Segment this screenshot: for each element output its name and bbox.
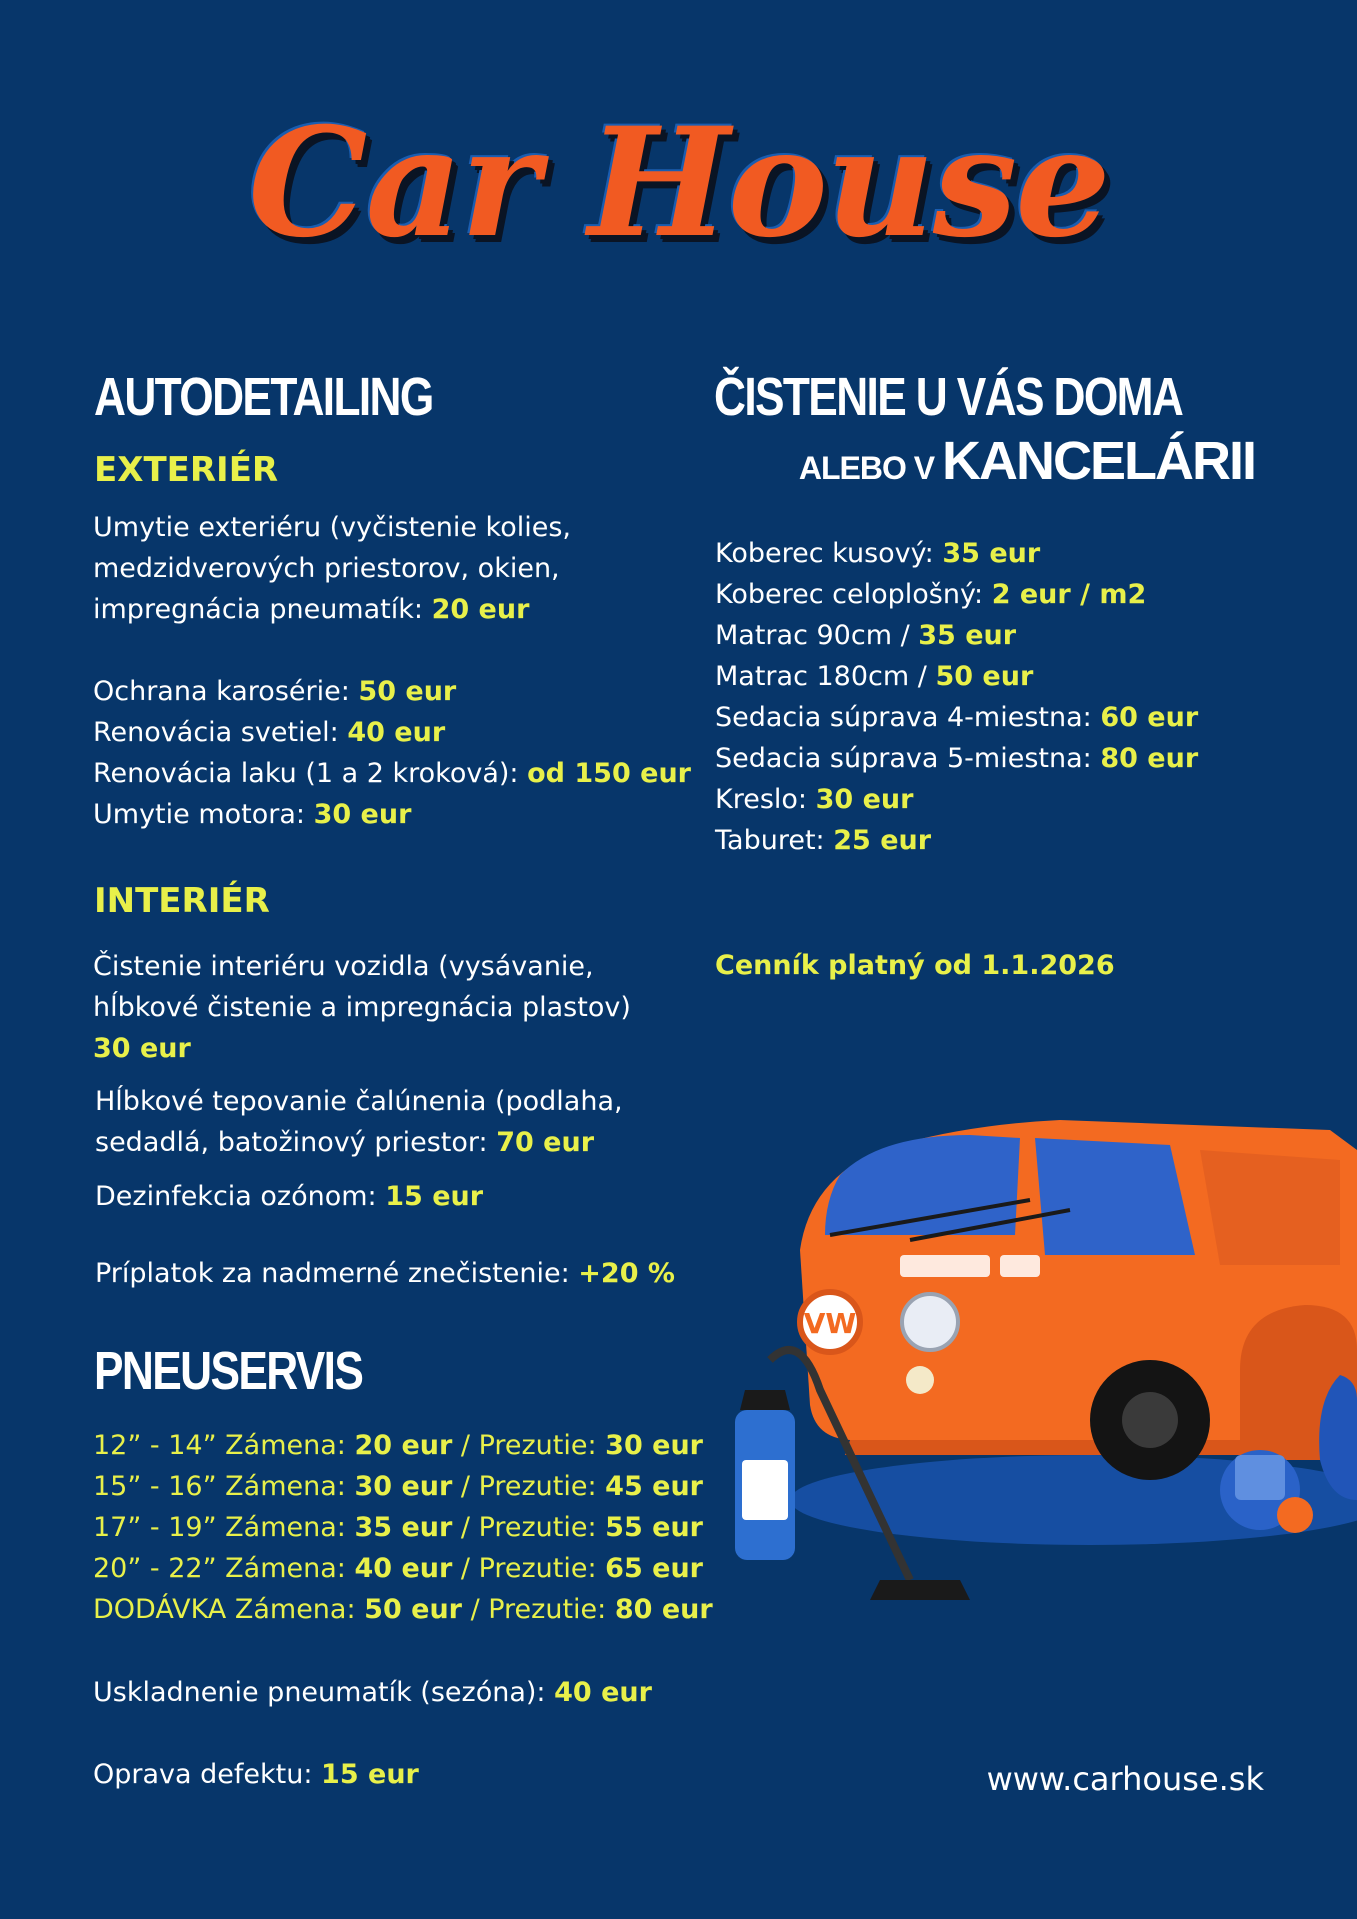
item-price: 35 eur bbox=[942, 538, 1041, 569]
wash-label: impregnácia pneumatík: bbox=[93, 594, 432, 625]
list-item bbox=[715, 697, 1198, 738]
swap-price: 50 eur bbox=[364, 1594, 462, 1625]
change-price: 80 eur bbox=[614, 1594, 713, 1625]
subtitle-small: ALEBO V bbox=[798, 450, 942, 486]
tire-row bbox=[93, 1507, 713, 1548]
item-price: 35 eur bbox=[918, 620, 1017, 651]
tep-line-1: Hĺbkové tepovanie čalúnenia (podlaha, bbox=[95, 1086, 623, 1117]
exterior-wash bbox=[93, 507, 571, 630]
van-icon bbox=[800, 1120, 1357, 1500]
website-url[interactable]: www.carhouse.sk bbox=[986, 1760, 1264, 1798]
item-price: 50 eur bbox=[935, 661, 1034, 692]
surcharge-line bbox=[95, 1253, 675, 1294]
item-price: 40 eur bbox=[347, 717, 446, 748]
tire-row bbox=[93, 1425, 713, 1466]
tire-size: 12” - 14” Zámena: bbox=[93, 1430, 355, 1461]
change-label: / Prezutie: bbox=[452, 1430, 606, 1461]
change-price: 55 eur bbox=[605, 1512, 703, 1543]
list-item bbox=[93, 794, 691, 835]
storage-line bbox=[93, 1672, 652, 1713]
wash-line-1: Umytie exteriéru (vyčistenie kolies, bbox=[93, 512, 572, 543]
interior-tepovanie bbox=[95, 1081, 623, 1163]
exterior-heading: EXTERIÉR bbox=[94, 450, 279, 490]
item-label: Renovácia svetiel: bbox=[93, 717, 348, 748]
item-label: Ochrana karosérie: bbox=[93, 676, 359, 707]
item-label: Matrac 90cm / bbox=[715, 620, 919, 651]
item-label: Sedacia súprava 4-miestna: bbox=[715, 702, 1101, 733]
repair-price: 15 eur bbox=[321, 1759, 419, 1790]
svg-text:VW: VW bbox=[803, 1307, 857, 1340]
item-price: 2 eur / m2 bbox=[991, 579, 1147, 610]
home-cleaning-subtitle bbox=[799, 430, 1255, 492]
storage-label: Uskladnenie pneumatík (sezóna): bbox=[93, 1677, 555, 1708]
item-price: 80 eur bbox=[1100, 743, 1199, 774]
wash-price: 20 eur bbox=[431, 594, 530, 625]
change-price: 65 eur bbox=[605, 1553, 703, 1584]
clean-line-2: hĺbkové čistenie a impregnácia plastov) bbox=[93, 992, 631, 1023]
list-item bbox=[715, 779, 1198, 820]
list-item bbox=[715, 574, 1198, 615]
list-item bbox=[715, 615, 1198, 656]
subtitle-big: KANCELÁRII bbox=[942, 431, 1255, 491]
item-label: Koberec kusový: bbox=[715, 538, 943, 569]
swap-price: 40 eur bbox=[354, 1553, 453, 1584]
item-label: Sedacia súprava 5-miestna: bbox=[715, 743, 1101, 774]
interior-heading: INTERIÉR bbox=[94, 881, 270, 921]
item-label: Matrac 180cm / bbox=[715, 661, 936, 692]
list-item bbox=[715, 533, 1198, 574]
tep-label: sedadlá, batožinový priestor: bbox=[95, 1127, 497, 1158]
autodetailing-title: AUTODETAILING bbox=[94, 367, 433, 427]
pneuservis-title: PNEUSERVIS bbox=[94, 1341, 363, 1401]
tire-size: 17” - 19” Zámena: bbox=[93, 1512, 355, 1543]
van-illustration bbox=[730, 1060, 1357, 1620]
item-label: Renovácia laku (1 a 2 kroková): bbox=[93, 758, 528, 789]
item-price: 50 eur bbox=[358, 676, 457, 707]
wash-line-3 bbox=[93, 589, 571, 630]
storage-price: 40 eur bbox=[554, 1677, 652, 1708]
item-label: Umytie motora: bbox=[93, 799, 314, 830]
item-price: 30 eur bbox=[815, 784, 914, 815]
item-price: 30 eur bbox=[313, 799, 412, 830]
home-cleaning-list bbox=[715, 533, 1198, 861]
exterior-list bbox=[93, 671, 691, 835]
item-label: Koberec celoplošný: bbox=[715, 579, 992, 610]
tire-size: 20” - 22” Zámena: bbox=[93, 1553, 355, 1584]
repair-label: Oprava defektu: bbox=[93, 1759, 322, 1790]
tep-price: 70 eur bbox=[496, 1127, 595, 1158]
interior-clean bbox=[93, 946, 631, 1069]
spray-bottle-icon bbox=[735, 1390, 795, 1560]
list-item bbox=[715, 738, 1198, 779]
list-item bbox=[93, 753, 691, 794]
item-price: od 150 eur bbox=[527, 758, 691, 789]
change-price: 45 eur bbox=[605, 1471, 703, 1502]
change-label: / Prezutie: bbox=[452, 1471, 606, 1502]
change-label: / Prezutie: bbox=[452, 1553, 606, 1584]
list-item bbox=[715, 656, 1198, 697]
valid-from: Cenník platný od 1.1.2026 bbox=[715, 950, 1115, 981]
list-item bbox=[93, 671, 691, 712]
clean-price: 30 eur bbox=[93, 1033, 191, 1064]
change-label: / Prezutie: bbox=[452, 1512, 606, 1543]
wash-line-2: medzidverových priestorov, okien, bbox=[93, 553, 560, 584]
tep-line-2 bbox=[95, 1122, 623, 1163]
item-price: 25 eur bbox=[833, 825, 932, 856]
list-item bbox=[93, 712, 691, 753]
tire-size: 15” - 16” Zámena: bbox=[93, 1471, 355, 1502]
swap-price: 20 eur bbox=[354, 1430, 453, 1461]
ozone-label: Dezinfekcia ozónom: bbox=[95, 1181, 386, 1212]
change-price: 30 eur bbox=[605, 1430, 703, 1461]
tire-row bbox=[93, 1466, 713, 1507]
tire-row bbox=[93, 1548, 713, 1589]
home-cleaning-title: ČISTENIE U VÁS DOMA bbox=[714, 367, 1183, 427]
change-label: / Prezutie: bbox=[461, 1594, 615, 1625]
logo: Car House bbox=[248, 95, 1109, 271]
tire-row bbox=[93, 1589, 713, 1630]
ozone-price: 15 eur bbox=[385, 1181, 484, 1212]
swap-price: 35 eur bbox=[354, 1512, 453, 1543]
repair-line bbox=[93, 1754, 419, 1795]
item-label: Kreslo: bbox=[715, 784, 816, 815]
swap-price: 30 eur bbox=[354, 1471, 453, 1502]
item-label: Taburet: bbox=[715, 825, 834, 856]
tire-size: DODÁVKA Zámena: bbox=[93, 1594, 365, 1625]
item-price: 60 eur bbox=[1100, 702, 1199, 733]
surcharge-price: +20 % bbox=[578, 1258, 675, 1289]
list-item bbox=[715, 820, 1198, 861]
surcharge-label: Príplatok za nadmerné znečistenie: bbox=[95, 1258, 579, 1289]
clean-line-1: Čistenie interiéru vozidla (vysávanie, bbox=[93, 951, 594, 982]
ozone-line bbox=[95, 1176, 483, 1217]
tire-list bbox=[93, 1425, 713, 1630]
